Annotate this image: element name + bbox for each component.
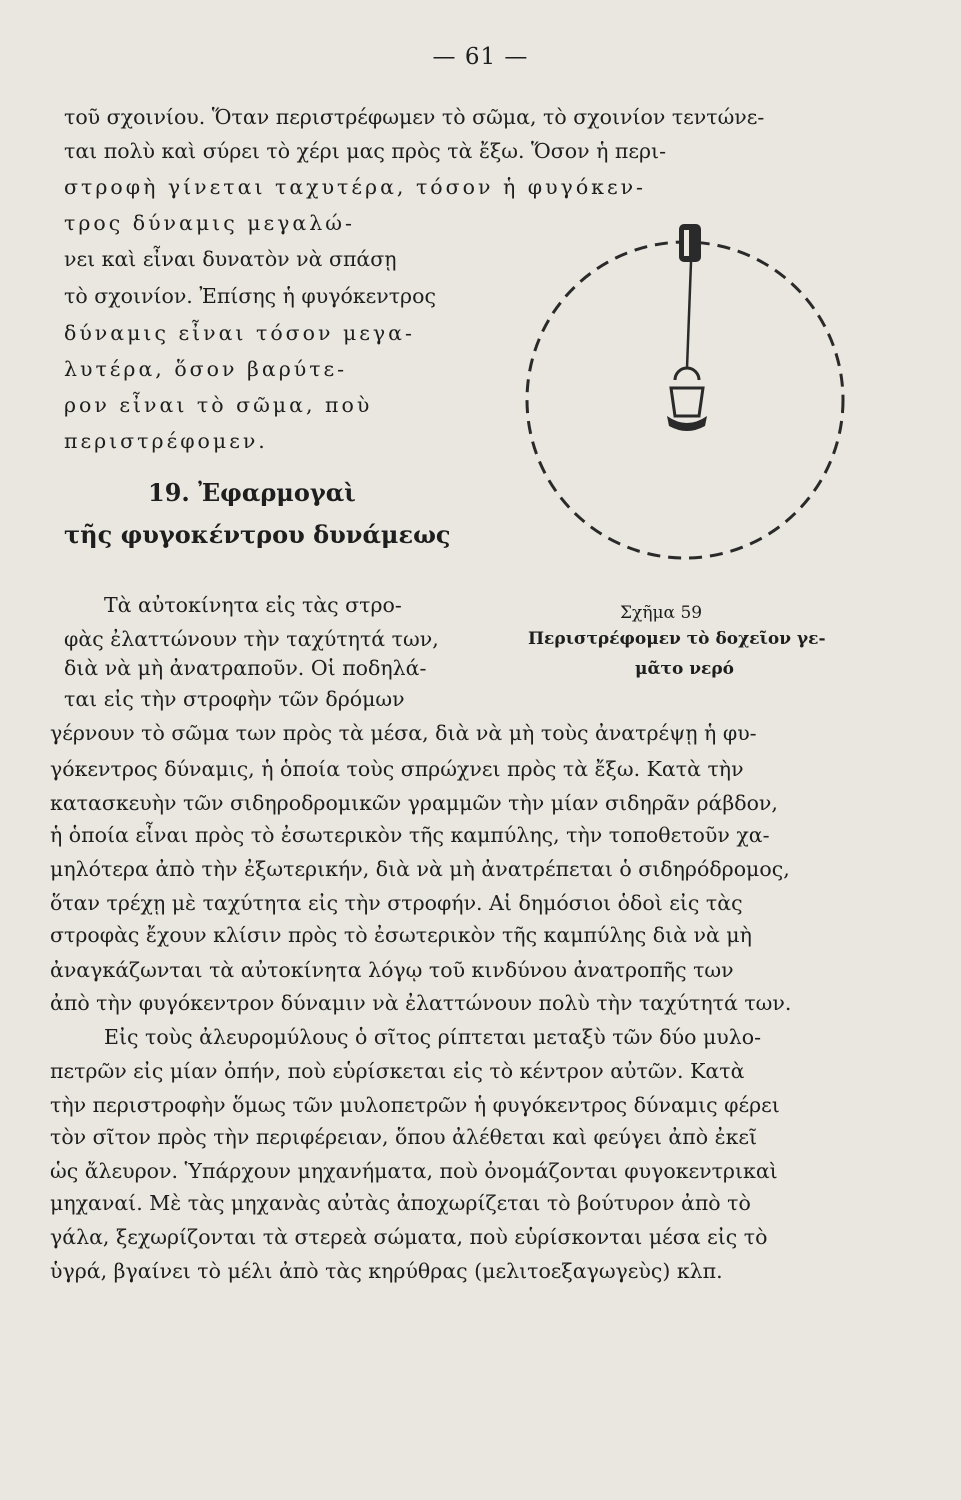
- bucket-icon: [667, 368, 707, 431]
- text-line: γόκεντρος δύναμις, ἡ ὁποία τοὺς σπρώχνει πρὸς τὰ ἔξω. Κατὰ τὴν: [50, 757, 744, 781]
- text-line: τὴν περιστροφὴν ὅμως τῶν μυλοπετρῶν ἡ φυγόκεντρος δύναμις φέρει: [50, 1093, 780, 1117]
- text-line: τὸ σχοινίον. Ἐπίσης ἡ φυγόκεντρος: [64, 284, 436, 308]
- text-line: πετρῶν εἰς μίαν ὀπήν, ποὺ εὑρίσκεται εἰς τὸ κέντρον αὐτῶν. Κατὰ: [50, 1059, 745, 1083]
- text-line: Τὰ αὐτοκίνητα εἰς τὰς στρο-: [104, 593, 402, 617]
- text-line: λυτέρα, ὅσον βαρύτε-: [64, 357, 348, 381]
- text-line: γάλα, ξεχωρίζονται τὰ στερεὰ σώματα, ποὺ εὑρίσκονται μέσα εἰς τὸ: [50, 1225, 768, 1249]
- figure-caption: Περιστρέφομεν τὸ δοχεῖον γε-: [528, 629, 826, 649]
- page-number: — 61 —: [432, 44, 529, 70]
- text-line: τὸν σῖτον πρὸς τὴν περιφέρειαν, ὅπου ἀλέθεται καὶ φεύγει ἀπὸ ἐκεῖ: [50, 1125, 758, 1149]
- text-line: ὡς ἄλευρον. Ὑπάρχουν μηχανήματα, ποὺ ὀνομάζονται φυγοκεντρικαὶ: [50, 1159, 778, 1183]
- text-line: στροφὰς ἔχουν κλίσιν πρὸς τὸ ἐσωτερικὸν τῆς καμπύλης διὰ νὰ μὴ: [50, 923, 752, 947]
- text-line: δύναμις εἶναι τόσον μεγα-: [64, 321, 415, 345]
- text-line: ἀναγκάζωνται τὰ αὐτοκίνητα λόγῳ τοῦ κινδύνου ἀνατροπῆς των: [50, 958, 734, 982]
- text-line: φὰς ἐλαττώνουν τὴν ταχύτητά των,: [64, 627, 439, 651]
- text-line: ται εἰς τὴν στροφὴν τῶν δρόμων: [64, 687, 405, 711]
- text-line: στροφὴ γίνεται ταχυτέρα, τόσον ἡ φυγόκεν-: [64, 175, 646, 199]
- section-subtitle: τῆς φυγοκέντρου δυνάμεως: [64, 520, 451, 549]
- section-title: Ἐφαρμογαὶ: [198, 478, 356, 507]
- text-line: ται πολὺ καὶ σύρει τὸ χέρι μας πρὸς τὰ ἔξω. Ὅσον ἡ περι-: [64, 139, 667, 163]
- rotation-path: [527, 242, 843, 558]
- text-line: ὑγρά, βγαίνει τὸ μέλι ἀπὸ τὰς κηρύθρας (μελιτοεξαγωγεὺς) κλπ.: [50, 1259, 723, 1283]
- text-line: Εἰς τοὺς ἀλευρομύλους ὁ σῖτος ρίπτεται μεταξὺ τῶν δύο μυλο-: [104, 1025, 762, 1049]
- figure-label: Σχῆμα 59: [620, 603, 703, 623]
- text-line: διὰ νὰ μὴ ἀνατραποῦν. Οἱ ποδηλά-: [64, 656, 427, 680]
- text-line: νει καὶ εἶναι δυνατὸν νὰ σπάσῃ: [64, 247, 397, 271]
- text-line: τρος δύναμις μεγαλώ-: [64, 211, 355, 235]
- figure-caption: μᾶτο νερό: [635, 659, 734, 679]
- text-line: ἀπὸ τὴν φυγόκεντρον δύναμιν νὰ ἐλαττώνουν πολὺ τὴν ταχύτητά των.: [50, 991, 792, 1015]
- text-line: τοῦ σχοινίου. Ὅταν περιστρέφωμεν τὸ σῶμα, τὸ σχοινίον τεντώνε-: [64, 105, 765, 129]
- text-line: γέρνουν τὸ σῶμα των πρὸς τὰ μέσα, διὰ νὰ μὴ τοὺς ἀνατρέψῃ ἡ φυ-: [50, 721, 757, 745]
- figure-rotating-bucket: [515, 220, 865, 590]
- text-line: κατασκευὴν τῶν σιδηροδρομικῶν γραμμῶν τὴν μίαν σιδηρᾶν ράβδον,: [50, 791, 778, 815]
- text-line: περιστρέφομεν.: [64, 429, 268, 453]
- rope: [687, 262, 691, 368]
- text-line: ὅταν τρέχῃ μὲ ταχύτητα εἰς τὴν στροφήν. Αἱ δημόσιοι ὁδοὶ εἰς τὰς: [50, 891, 743, 915]
- section-heading: [148, 478, 356, 507]
- section-number: 19.: [148, 478, 190, 507]
- text-line: μηλότερα ἀπὸ τὴν ἐξωτερικήν, διὰ νὰ μὴ ἀνατρέπεται ὁ σιδηρόδρομος,: [50, 857, 790, 881]
- text-line: ρον εἶναι τὸ σῶμα, ποὺ: [64, 393, 373, 417]
- text-line: μηχαναί. Μὲ τὰς μηχανὰς αὐτὰς ἀποχωρίζεται τὸ βούτυρον ἀπὸ τὸ: [50, 1191, 751, 1215]
- handle-icon: [679, 224, 701, 262]
- text-line: ἡ ὁποία εἶναι πρὸς τὸ ἐσωτερικὸν τῆς καμπύλης, τὴν τοποθετοῦν χα-: [50, 823, 770, 847]
